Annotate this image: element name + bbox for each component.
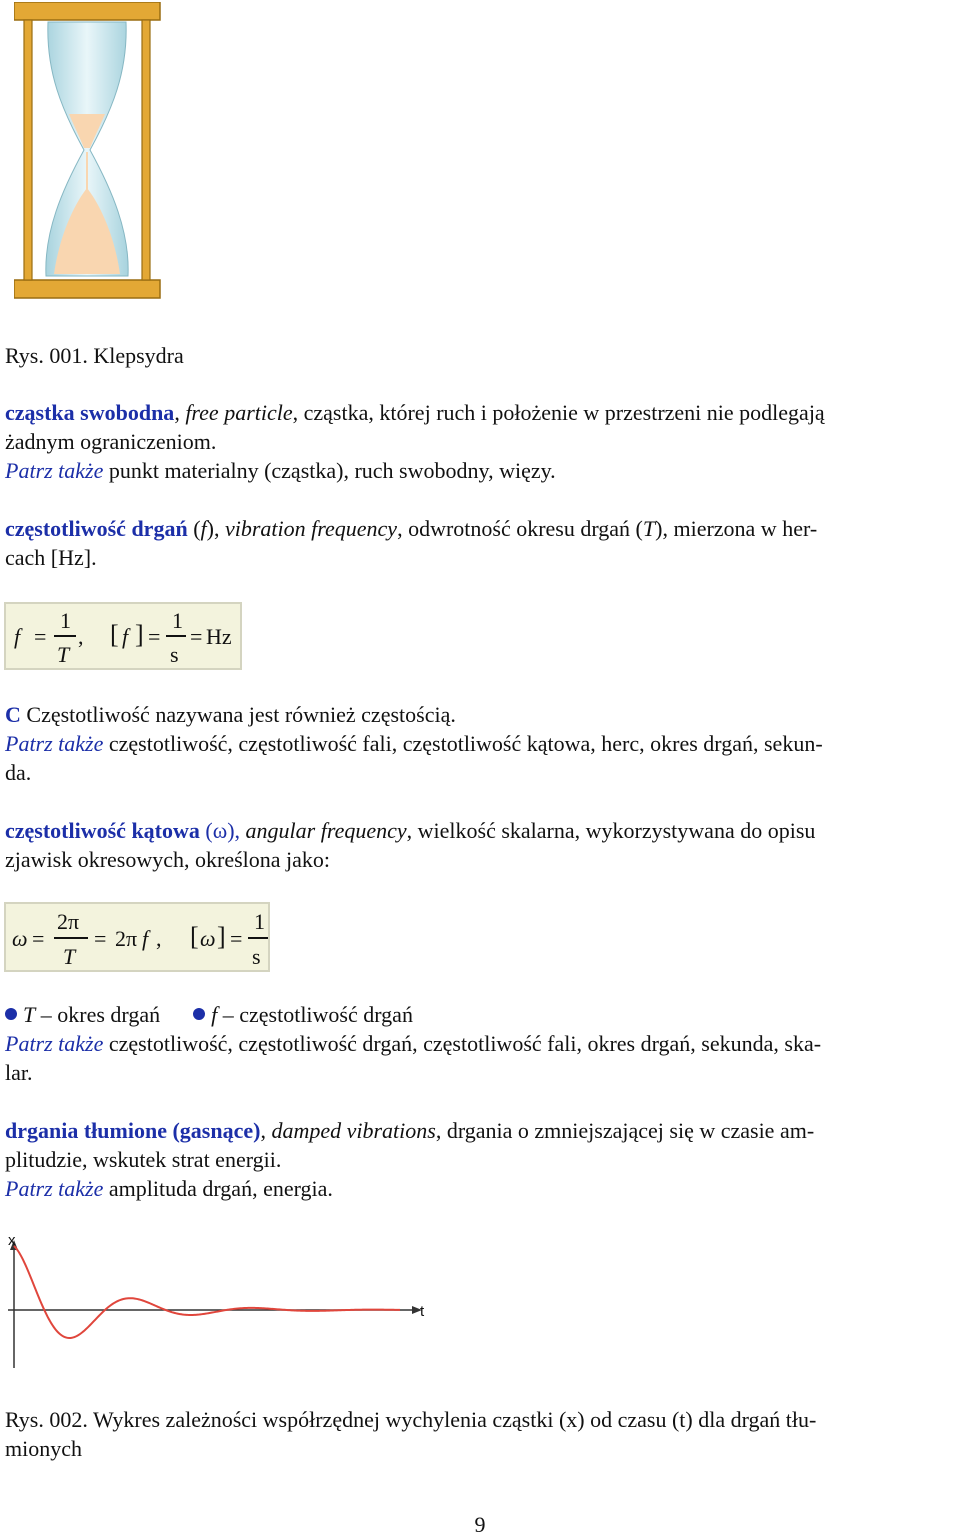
see-also bbox=[5, 1176, 333, 1202]
see-also-cont: lar. bbox=[5, 1060, 33, 1085]
formula-lhs: f bbox=[14, 624, 21, 649]
entry-definition-cont: plitudzie, wskutek strat energii. bbox=[5, 1147, 282, 1172]
entry-term: częstotliwość kątowa bbox=[5, 818, 200, 843]
see-also-text: częstotliwość, częstotliwość drgań, częstotliwość fali, okres drgań, sekunda, ska- bbox=[103, 1031, 822, 1056]
note-text: Częstotliwość nazywana jest również częstością. bbox=[20, 702, 456, 727]
entry-term: drgania tłumione (gasnące) bbox=[5, 1118, 261, 1143]
entry-vibration-frequency: częstotliwość drgań (f), vibration frequency, odwrotność okresu drgań (T), mierzona w her- bbox=[5, 516, 818, 541]
series-line bbox=[14, 1246, 400, 1338]
formula-denominator: T bbox=[57, 642, 70, 667]
entry-angular-frequency bbox=[5, 818, 815, 844]
see-also-label: Patrz także bbox=[5, 458, 104, 483]
bullet-icon bbox=[5, 1008, 17, 1020]
see-also-cont: da. bbox=[5, 760, 32, 785]
symbol-legend bbox=[5, 1002, 413, 1028]
see-also-label: Patrz także bbox=[5, 1176, 104, 1201]
entry-term: cząstka swobodna bbox=[5, 400, 175, 425]
see-also bbox=[5, 458, 556, 484]
bullet-icon bbox=[193, 1008, 205, 1020]
entry-english: free particle bbox=[185, 400, 293, 425]
legend-item: f – częstotliwość drgań bbox=[193, 1002, 413, 1027]
entry-definition: , cząstka, której ruch i położenie w przestrzeni nie podlegają bbox=[292, 400, 825, 425]
see-also-text: amplituda drgań, energia. bbox=[103, 1176, 333, 1201]
page-number: 9 bbox=[474, 1512, 486, 1537]
note bbox=[5, 702, 456, 728]
legend-item: T – okres drgań bbox=[5, 1002, 160, 1027]
formula-numerator: 2π bbox=[57, 909, 80, 934]
entry-damped-vibrations: drgania tłumione (gasnące), damped vibrations, drgania o zmniejszającej się w czasie am- bbox=[5, 1118, 815, 1143]
see-also bbox=[5, 731, 823, 757]
see-also bbox=[5, 1031, 821, 1057]
symbol: f bbox=[200, 516, 207, 541]
figure-caption-cont: mionych bbox=[5, 1436, 82, 1461]
entry-term: częstotliwość drgań bbox=[5, 516, 188, 541]
x-axis-label: t bbox=[420, 1303, 425, 1320]
hourglass-icon bbox=[14, 2, 162, 300]
y-axis-label: x bbox=[8, 1232, 16, 1249]
entry-english: damped vibrations bbox=[271, 1118, 436, 1143]
entry-definition-cont: żadnym ograniczeniom. bbox=[5, 429, 217, 454]
entry-english: vibration frequency bbox=[224, 516, 398, 541]
damped-oscillation-chart bbox=[0, 1228, 440, 1378]
see-also-text: punkt materialny (cząstka), ruch swobodny, więzy. bbox=[103, 458, 556, 483]
symbol: (ω), bbox=[199, 818, 241, 843]
formula-lhs: ω bbox=[12, 926, 28, 951]
see-also-text: częstotliwość, częstotliwość fali, częstotliwość kątowa, herc, okres drgań, sekun- bbox=[103, 731, 823, 756]
entry-definition-cont: zjawisk okresowych, określona jako: bbox=[5, 847, 331, 872]
see-also-label: Patrz także bbox=[5, 731, 104, 756]
entry-free-particle: cząstka swobodna, free particle, cząstka, której ruch i położenie w przestrzeni nie podlegają bbox=[5, 400, 825, 425]
entry-definition-cont: cach [Hz]. bbox=[5, 545, 97, 570]
entry-english: angular frequency bbox=[245, 818, 407, 843]
see-also-label: Patrz także bbox=[5, 1031, 104, 1056]
entry-definition: , wielkość skalarna, wykorzystywana do opisu bbox=[406, 818, 816, 843]
formula-box: ω = 2π T = 2π f , [ ω ] = 1 s bbox=[4, 902, 270, 972]
entry-definition: , drgania o zmniejszającej się w czasie am- bbox=[435, 1118, 815, 1143]
note-marker: C bbox=[5, 702, 21, 727]
figure-caption: Rys. 001. Klepsydra bbox=[5, 343, 184, 368]
formula-denominator: T bbox=[63, 944, 76, 969]
figure-caption: Rys. 002. Wykres zależności współrzędnej wychylenia cząstki (x) od czasu (t) dla drgań tłu- bbox=[5, 1407, 817, 1432]
formula-box: f = 1 T , [ f ] = 1 s = Hz bbox=[4, 602, 242, 670]
formula-numerator: 1 bbox=[60, 608, 71, 633]
